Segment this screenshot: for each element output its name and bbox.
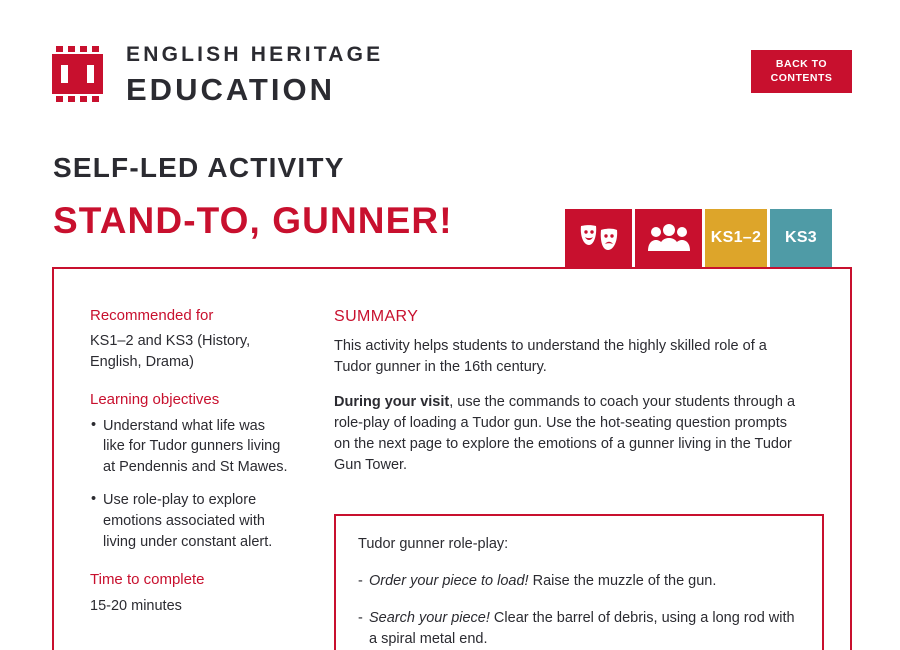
role-play-command: Search your piece! [369,610,490,627]
learning-objectives-label: Learning objectives [90,391,220,409]
summary-column [334,305,804,476]
summary-paragraph-1: This activity helps students to understand the highly skilled role of a Tudor gunner in the 16th century. [334,338,767,376]
recommended-for-block [90,305,290,372]
left-metadata-column [90,305,290,616]
learning-objectives-list [90,416,290,552]
role-play-box [334,514,824,650]
back-to-contents-line1: BACK TO [775,58,828,71]
subject-and-key-stage-badges [565,209,832,267]
english-heritage-square-logo-icon [52,46,108,102]
learning-objectives-block [90,389,290,552]
key-stage-3-badge: KS3 [770,209,832,267]
brand-header [52,44,383,105]
summary-heading: SUMMARY [334,308,419,325]
brand-wordmark [126,44,383,105]
key-stage-1-2-badge: KS1–2 [705,209,767,267]
role-play-step [358,571,800,592]
role-play-command: Order your piece to load! [369,573,529,590]
recommended-for-value: KS1–2 and KS3 (History, English, Drama) [90,333,251,370]
back-to-contents-button[interactable] [751,50,852,93]
brand-line-english-heritage: ENGLISH HERITAGE [126,43,384,66]
back-to-contents-line2: CONTENTS [770,71,833,84]
during-your-visit-emphasis: During your visit [334,394,450,411]
time-to-complete-value: 15-20 minutes [90,597,182,614]
role-play-instruction: Raise the muzzle of the gun. [528,573,717,590]
list-item: • Use role-play to explore emotions associated with living under constant alert. [103,490,290,552]
role-play-instruction: Clear the barrel of debris, using a long rod with a spiral metal end. [369,610,795,648]
list-item: • Understand what life was like for Tudor gunners living at Pendennis and St Mawes. [103,416,290,478]
role-play-step [358,608,800,650]
page-title: STAND-TO, GUNNER! [53,200,453,241]
drama-masks-icon [565,209,632,267]
dash-marker: - [358,573,363,590]
time-to-complete-block [90,569,290,616]
time-to-complete-label: Time to complete [90,571,205,589]
role-play-intro: Tudor gunner role-play: [358,536,509,552]
brand-line-education: EDUCATION [126,72,335,107]
recommended-for-label: Recommended for [90,307,214,324]
activity-info-panel [52,267,852,650]
group-people-icon [635,209,702,267]
dash-marker: - [358,610,363,627]
summary-paragraph-2 [334,392,804,476]
activity-kicker: SELF-LED ACTIVITY [53,152,345,183]
summary-paragraph-2-rest: , use the commands to coach your students through a role-play of loading a Tudor gun. Use the hot-seating question prompts on the next page to explore the emotions of a gunner living in the Tudor Gun Tower. [334,394,796,474]
